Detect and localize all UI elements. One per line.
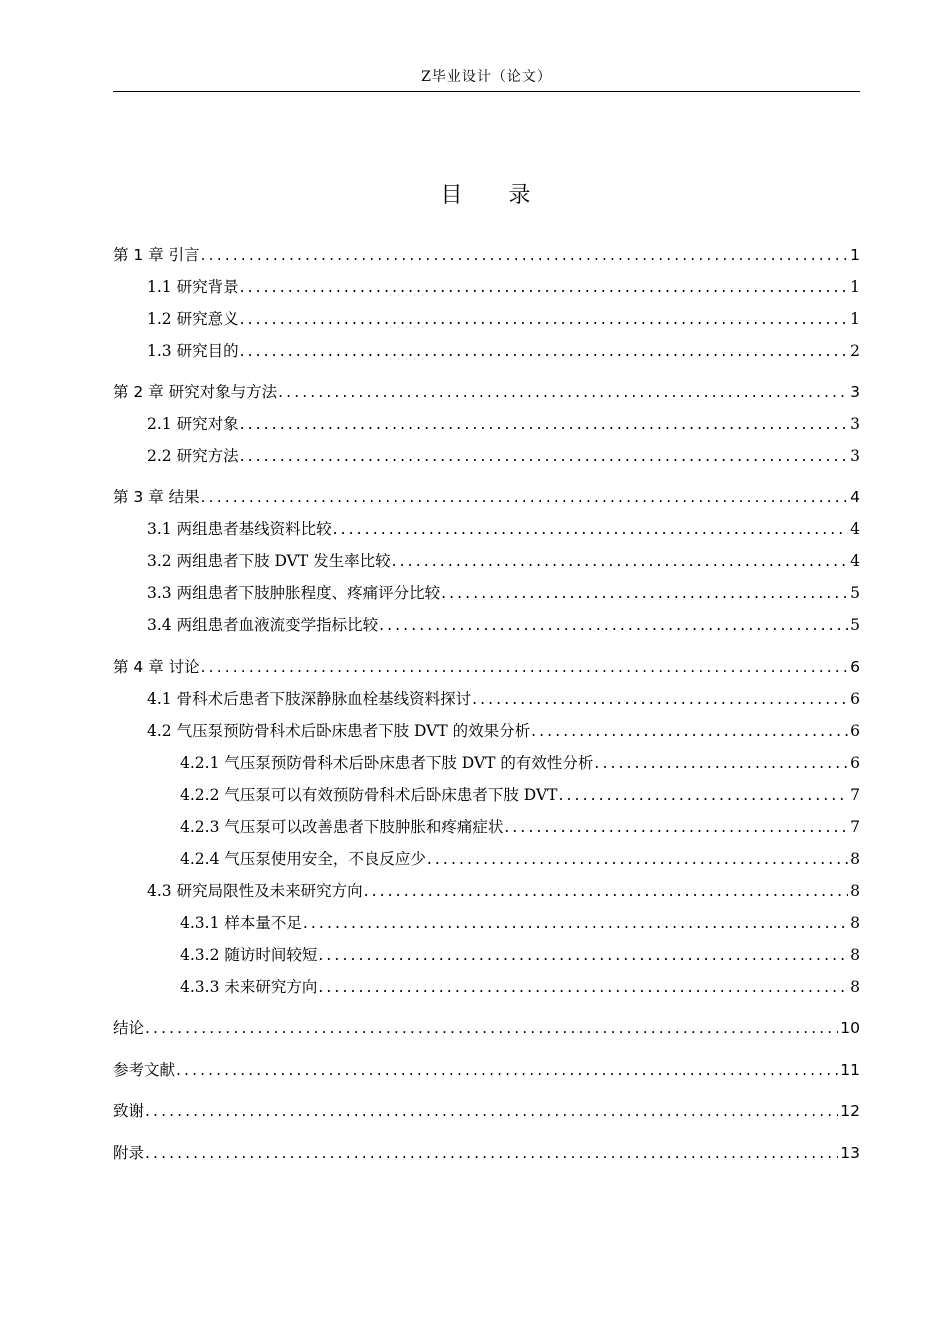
- toc-title: [113, 178, 860, 209]
- toc-leader-dots: [145, 1101, 838, 1121]
- toc-entry-label: 第 4 章 讨论: [113, 658, 200, 676]
- toc-entry-chapter-3[interactable]: [113, 483, 860, 507]
- toc-entry-4-3-3[interactable]: [180, 973, 860, 997]
- toc-entry-4-2-1[interactable]: [180, 749, 860, 773]
- toc-entry-4-3-2[interactable]: [180, 941, 860, 965]
- toc-entry-page: 3: [850, 415, 860, 433]
- toc-entry-4-3-1[interactable]: [180, 909, 860, 933]
- toc-leader-dots: [240, 414, 848, 434]
- toc-leader-dots: [318, 945, 848, 965]
- toc-leader-dots: [379, 615, 848, 635]
- toc-leader-dots: [558, 785, 848, 805]
- toc-entry-4-3[interactable]: [147, 877, 860, 901]
- toc-leader-dots: [240, 277, 848, 297]
- toc-entry-label: 3.4 两组患者血液流变学指标比较: [147, 616, 379, 634]
- toc-leader-dots: [201, 245, 848, 265]
- toc-entry-page: 1: [850, 310, 860, 328]
- toc-leader-dots: [240, 446, 848, 466]
- toc-leader-dots: [278, 382, 848, 402]
- toc-entry-label: 致谢: [113, 1102, 145, 1120]
- toc-entry-label: 参考文献: [113, 1061, 176, 1079]
- toc-entry-label: 4.2.4 气压泵使用安全，不良反应少: [180, 850, 426, 868]
- toc-entry-acknowledgements[interactable]: [113, 1097, 860, 1121]
- toc-entry-label: 4.2.2 气压泵可以有效预防骨科术后卧床患者下肢 DVT: [180, 786, 558, 804]
- toc-entry-label: 1.3 研究目的: [147, 342, 239, 360]
- toc-entry-label: 2.1 研究对象: [147, 415, 239, 433]
- toc-entry-chapter-4[interactable]: [113, 653, 860, 677]
- toc-entry-3-3[interactable]: [147, 579, 860, 603]
- toc-title-first-char: 目: [440, 183, 465, 208]
- toc-entry-label: 4.2.1 气压泵预防骨科术后卧床患者下肢 DVT 的有效性分析: [180, 754, 594, 772]
- toc-entry-label: 第 1 章 引言: [113, 246, 200, 264]
- toc-entry-page: 8: [850, 946, 860, 964]
- toc-entry-4-2[interactable]: [147, 717, 860, 741]
- toc-entry-2-2[interactable]: [147, 442, 860, 466]
- toc-entry-page: 6: [850, 658, 860, 676]
- toc-entry-1-2[interactable]: [147, 305, 860, 329]
- toc-entry-label: 4.3.3 未来研究方向: [180, 978, 318, 996]
- toc-entry-chapter-1[interactable]: [113, 241, 860, 265]
- toc-entry-label: 1.1 研究背景: [147, 278, 239, 296]
- toc-entry-label: 3.3 两组患者下肢肿胀程度、疼痛评分比较: [147, 584, 441, 602]
- toc-entry-4-1[interactable]: [147, 685, 860, 709]
- toc-leader-dots: [472, 689, 848, 709]
- toc-leader-dots: [333, 519, 848, 539]
- toc-entry-page: 6: [850, 722, 860, 740]
- toc-entry-page: 7: [850, 818, 860, 836]
- toc-leader-dots: [145, 1143, 838, 1163]
- toc-entry-page: 8: [850, 978, 860, 996]
- toc-entry-appendix[interactable]: [113, 1139, 860, 1163]
- toc-entry-page: 8: [850, 850, 860, 868]
- toc-entry-4-2-2[interactable]: [180, 781, 860, 805]
- toc-entry-label: 4.2.3 气压泵可以改善患者下肢肿胀和疼痛症状: [180, 818, 504, 836]
- toc-leader-dots: [176, 1060, 838, 1080]
- toc-entry-label: 4.3.1 样本量不足: [180, 914, 302, 932]
- toc-entry-page: 6: [850, 690, 860, 708]
- toc-entry-label: 3.1 两组患者基线资料比较: [147, 520, 332, 538]
- header-divider: [113, 91, 860, 92]
- toc-entry-3-1[interactable]: [147, 515, 860, 539]
- toc-entry-page: 7: [850, 786, 860, 804]
- toc-entry-1-3[interactable]: [147, 337, 860, 361]
- toc-entry-label: 1.2 研究意义: [147, 310, 239, 328]
- toc-entry-page: 5: [850, 616, 860, 634]
- toc-leader-dots: [531, 721, 848, 741]
- toc-leader-dots: [145, 1018, 838, 1038]
- toc-entry-page: 4: [850, 552, 860, 570]
- toc-entry-4-2-3[interactable]: [180, 813, 860, 837]
- toc-entry-references[interactable]: [113, 1056, 860, 1080]
- toc-entry-page: 10: [840, 1019, 860, 1037]
- toc-entry-label: 结论: [113, 1019, 145, 1037]
- toc-leader-dots: [240, 309, 848, 329]
- toc-entry-label: 4.3.2 随访时间较短: [180, 946, 318, 964]
- toc-entry-label: 4.2 气压泵预防骨科术后卧床患者下肢 DVT 的效果分析: [147, 722, 531, 740]
- toc-entry-page: 8: [850, 914, 860, 932]
- toc-entry-1-1[interactable]: [147, 273, 860, 297]
- toc-entry-page: 2: [850, 342, 860, 360]
- toc-entry-label: 3.2 两组患者下肢 DVT 发生率比较: [147, 552, 391, 570]
- toc-entry-page: 8: [850, 882, 860, 900]
- toc-entry-label: 第 3 章 结果: [113, 488, 200, 506]
- toc-entry-conclusion[interactable]: [113, 1014, 860, 1038]
- toc-entry-page: 3: [850, 383, 860, 401]
- toc-entry-page: 11: [840, 1061, 860, 1079]
- toc-leader-dots: [201, 657, 848, 677]
- toc-leader-dots: [318, 977, 848, 997]
- toc-entry-page: 12: [840, 1102, 860, 1120]
- toc-leader-dots: [427, 849, 848, 869]
- toc-entry-label: 第 2 章 研究对象与方法: [113, 383, 278, 401]
- toc-leader-dots: [303, 913, 848, 933]
- toc-leader-dots: [201, 487, 848, 507]
- toc-entry-page: 3: [850, 447, 860, 465]
- toc-leader-dots: [594, 753, 848, 773]
- toc-entry-page: 1: [850, 278, 860, 296]
- toc-entry-label: 4.1 骨科术后患者下肢深静脉血栓基线资料探讨: [147, 690, 472, 708]
- toc-leader-dots: [441, 583, 848, 603]
- toc-leader-dots: [392, 551, 848, 571]
- toc-entry-4-2-4[interactable]: [180, 845, 860, 869]
- toc-entry-page: 6: [850, 754, 860, 772]
- toc-entry-page: 4: [850, 520, 860, 538]
- toc-entry-chapter-2[interactable]: [113, 378, 860, 402]
- toc-entry-page: 13: [840, 1144, 860, 1162]
- toc-leader-dots: [364, 881, 848, 901]
- toc-entry-label: 4.3 研究局限性及未来研究方向: [147, 882, 363, 900]
- toc-title-second-char: 录: [508, 183, 533, 208]
- toc-entry-3-2[interactable]: [147, 547, 860, 571]
- page-header: Z毕业设计（论文）: [421, 69, 552, 85]
- toc-entry-label: 附录: [113, 1144, 145, 1162]
- toc-entry-page: 1: [850, 246, 860, 264]
- toc-entry-page: 5: [850, 584, 860, 602]
- toc-entry-page: 4: [850, 488, 860, 506]
- toc-entry-3-4[interactable]: [147, 611, 860, 635]
- toc-entry-2-1[interactable]: [147, 410, 860, 434]
- toc-leader-dots: [240, 341, 848, 361]
- toc-entry-label: 2.2 研究方法: [147, 447, 239, 465]
- toc-leader-dots: [504, 817, 848, 837]
